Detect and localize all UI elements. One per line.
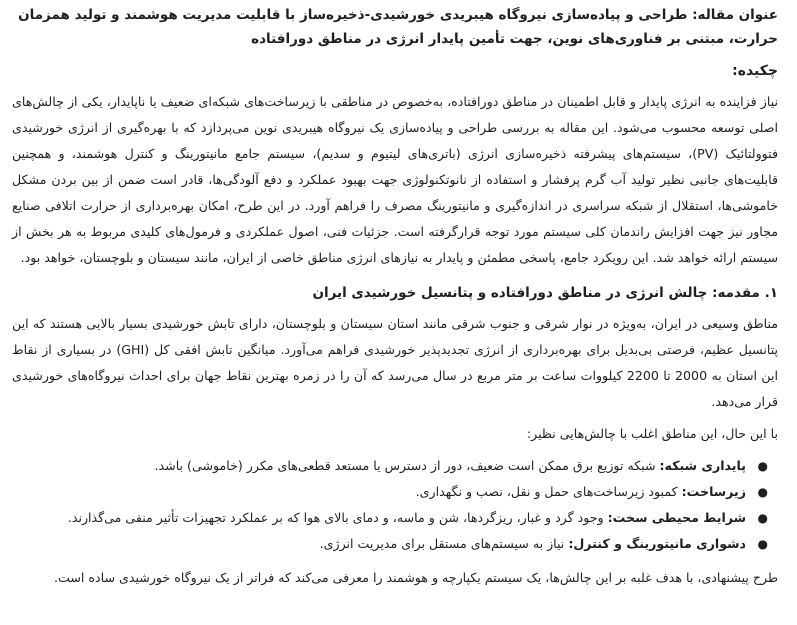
- challenge-text: نیاز به سیستم‌های مستقل برای مدیریت انرژی.: [319, 536, 569, 551]
- challenge-text: شبکه توزیع برق ممکن است ضعیف، دور از دسترس یا مستعد قطعی‌های مکرر (خاموشی) باشد.: [154, 458, 660, 473]
- challenges-intro: با این حال، این مناطق اغلب با چالش‌هایی نظیر:: [526, 426, 778, 441]
- abstract-heading: چکیده:: [732, 63, 778, 79]
- abstract-paragraph: نیاز فزاینده به انرژی پایدار و قابل اطمینان در مناطق دورافتاده، به‌خصوص در مناطقی با زیرساخت‌های شبکه‌ای ضعیف یا ناپایدار، یکی از چالش‌های اصلی توسعه محسوب می‌شود. این مقاله به بررسی طراحی و پیاده‌سازی یک نیروگاه هیبریدی نوین می‌پردازد که با بهره‌گیری از انرژی خورشیدی فتوولتائیک (PV)، سیستم‌های پیشرفته ذخیره‌سازی انرژی (باتری‌های لیتیوم و سدیم)، سیستم جامع مانیتورینگ و کنترل هوشمند، و همچنین قابلیت‌های جانبی نظیر تولید آب گرم پرفشار و استفاده از نانوتکنولوژی جهت بهبود عملکرد و دفع آلودگی‌ها، قادر است ضمن از بین بردن مشکل خاموشی‌ها، استقلال از شبکه سراسری در اندازه‌گیری و مانیتورینگ مصرف را فراهم آورد. در این طرح، امکان بهره‌برداری از حرارت اتلافی صنایع مجاور نیز جهت افزایش راندمان کلی سیستم مورد توجه قرارگرفته است. جزئیات فنی، اصول عملکردی و فرمول‌های کلیدی مربوط به هر بخش از سیستم ارائه خواهد شد. این رویکرد جامع، پاسخی مطمئن و پایدار به نیازهای انرژی مناطق خاصی از ایران، مانند سیستان و بلوچستان، خواهد بود.: [12, 94, 778, 265]
- challenge-term: دشواری مانیتورینگ و کنترل:: [568, 536, 746, 551]
- challenge-item: [12, 505, 768, 531]
- challenge-term: پایداری شبکه:: [659, 458, 746, 473]
- bullet-icon: ●: [757, 459, 768, 473]
- bullet-icon: ●: [757, 511, 768, 525]
- article-title: عنوان مقاله: طراحی و پیاده‌سازی نیروگاه هیبریدی خورشیدی-ذخیره‌ساز با قابلیت مدیریت هوشمند و تولید همزمان حرارت، مبتنی بر فناوری‌های نوین، جهت تأمین پایدار انرژی در مناطق دورافتاده: [18, 7, 778, 47]
- bullet-icon: ●: [757, 537, 768, 551]
- challenge-term: شرایط محیطی سخت:: [607, 510, 746, 525]
- bullet-icon: ●: [757, 485, 768, 499]
- section-1-heading: ۱. مقدمه: چالش انرژی در مناطق دورافتاده و پتانسیل خورشیدی ایران: [312, 285, 778, 301]
- challenge-text: وجود گرد و غبار، ریزگردها، شن و ماسه، و دمای بالای هوا که بر عملکرد تجهیزات تأثیر منفی می‌گذارند.: [67, 510, 608, 525]
- challenge-item: [12, 531, 768, 557]
- challenge-item: [12, 453, 768, 479]
- challenge-term: زیرساخت:: [681, 484, 746, 499]
- challenges-list: [12, 453, 778, 557]
- section-1-paragraph: مناطق وسیعی در ایران، به‌ویژه در نوار شرقی و جنوب شرقی مانند استان سیستان و بلوچستان، دارای تابش خورشیدی بسیار بالایی هستند که این پتانسیل عظیم، فرصتی بی‌بدیل برای بهره‌برداری از انرژی تجدیدپذیر خورشیدی فراهم می‌آورد. میانگین تابش افقی کل (GHI) در بسیاری از نقاط این استان به 2000 تا 2200 کیلووات ساعت بر متر مربع در سال می‌رسد که آن را در زمره بهترین نقاط جهان برای احداث نیروگاه‌های خورشیدی قرار می‌دهد.: [12, 316, 778, 409]
- closing-paragraph: طرح پیشنهادی، با هدف غلبه بر این چالش‌ها، یک سیستم یکپارچه و هوشمند را معرفی می‌کند که فراتر از یک نیروگاه خورشیدی ساده است.: [54, 570, 778, 585]
- challenge-item: [12, 479, 768, 505]
- challenge-text: کمبود زیرساخت‌های حمل و نقل، نصب و نگهداری.: [415, 484, 682, 499]
